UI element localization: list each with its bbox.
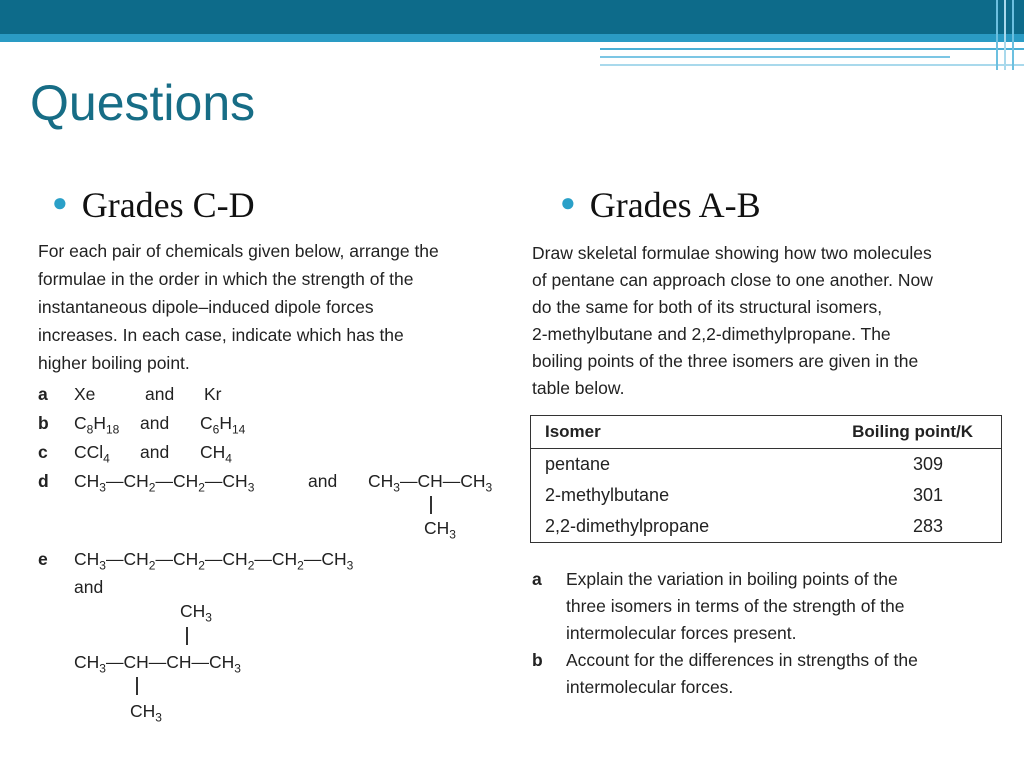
isomer-table <box>530 415 1002 543</box>
item-a-and: and <box>145 384 175 404</box>
right-heading-text: Grades A-B <box>589 185 761 225</box>
item-e-and: and <box>74 577 104 597</box>
formula-top-ch3: $CH_3$ <box>180 601 212 625</box>
item-letter: c <box>38 442 48 462</box>
boiling-point-cell: 283 <box>912 516 943 536</box>
item-letter: d <box>38 471 49 491</box>
slide-title: Questions <box>30 75 256 131</box>
left-heading <box>52 184 255 226</box>
item-d-and: and <box>308 471 338 491</box>
formula-butane: $CH_3—CH_2—CH_2—CH_3$ <box>74 471 255 495</box>
header-stripe <box>600 56 950 58</box>
formula-methylpropane: $CH_3—CH—CH_3$ <box>368 471 493 495</box>
question-letter: b <box>532 650 543 670</box>
left-intro-line: higher boiling point. <box>38 353 190 373</box>
question-line: intermolecular forces. <box>566 677 734 697</box>
formula-branch-ch3: $CH_3$ <box>424 518 456 542</box>
table-row <box>531 449 1002 481</box>
table-header-row <box>531 416 1002 449</box>
question-text <box>566 647 996 701</box>
item-letter: b <box>38 413 49 433</box>
bond-line <box>430 496 432 514</box>
bullet-icon: ● <box>52 188 68 217</box>
right-intro-line: do the same for both of its structural isomers, <box>532 297 883 317</box>
header-vline <box>996 0 998 70</box>
item-c-and: and <box>140 442 170 462</box>
column-header-boiling-point: Boiling point/K <box>785 416 1001 449</box>
boiling-point-cell: 301 <box>912 485 943 505</box>
isomer-cell: 2,2-dimethylpropane <box>545 516 710 536</box>
header-stripe <box>600 48 1024 50</box>
item-letter: e <box>38 549 48 569</box>
right-intro-line: table below. <box>532 378 625 398</box>
item-b-second: $C_6H_{14}$ <box>200 413 246 437</box>
header-stripe <box>600 64 1024 66</box>
left-intro <box>38 237 518 377</box>
item-c-first: CCl$_4$ <box>74 442 110 466</box>
left-intro-line: instantaneous dipole–induced dipole forces <box>38 297 374 317</box>
column-header-isomer: Isomer <box>531 416 786 449</box>
header-vline <box>1004 0 1006 70</box>
left-intro-line: formulae in the order in which the strength of the <box>38 269 414 289</box>
bond-line <box>136 677 138 695</box>
isomer-cell: pentane <box>545 454 611 474</box>
question-line: Account for the differences in strengths of the <box>566 650 918 670</box>
right-intro <box>532 240 1002 402</box>
header-bar-accent <box>0 34 1024 42</box>
bond-line <box>186 627 188 645</box>
bullet-icon: ● <box>560 188 576 217</box>
right-intro-line: of pentane can approach close to one another. Now <box>532 270 933 290</box>
header-bar <box>0 0 1024 34</box>
isomer-cell: 2-methylbutane <box>545 485 670 505</box>
item-letter: a <box>38 384 48 404</box>
question-text <box>566 566 996 647</box>
item-c-second: $CH_4$ <box>200 442 232 466</box>
formula-dimethylbutane: $CH_3—CH—CH—CH_3$ <box>74 652 241 676</box>
header-vline <box>1012 0 1014 70</box>
item-b-and: and <box>140 413 170 433</box>
right-intro-line: Draw skeletal formulae showing how two molecules <box>532 243 932 263</box>
question-line: Explain the variation in boiling points of the <box>566 569 898 589</box>
boiling-point-cell: 309 <box>912 454 943 474</box>
left-intro-line: increases. In each case, indicate which has the <box>38 325 404 345</box>
item-a-second: Kr <box>204 384 222 404</box>
left-intro-line: For each pair of chemicals given below, arrange the <box>38 241 439 261</box>
formula-bottom-ch3: $CH_3$ <box>130 701 162 725</box>
table-row <box>531 480 1002 511</box>
question-line: three isomers in terms of the strength of the <box>566 596 905 616</box>
left-heading-text: Grades C-D <box>81 185 255 225</box>
question-line: intermolecular forces present. <box>566 623 797 643</box>
item-b-first: $C_8H_{18}$ <box>74 413 120 437</box>
right-intro-line: boiling points of the three isomers are given in the <box>532 351 919 371</box>
table-row <box>531 511 1002 543</box>
right-heading <box>560 184 761 226</box>
formula-hexane: $CH_3—CH_2—CH_2—CH_2—CH_2—CH_3$ <box>74 549 354 573</box>
right-intro-line: 2-methylbutane and 2,2-dimethylpropane. The <box>532 324 891 344</box>
question-letter: a <box>532 569 542 589</box>
item-a-first: Xe <box>74 384 96 404</box>
